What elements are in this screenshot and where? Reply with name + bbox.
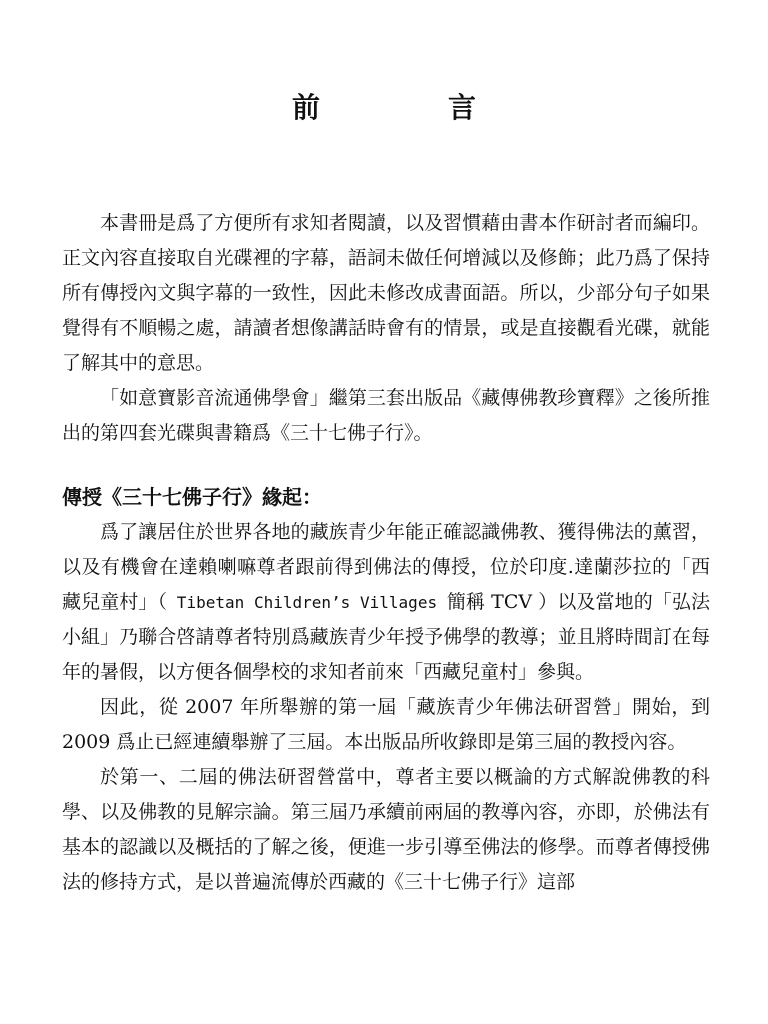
section-paragraph-1: [62, 515, 710, 690]
intro-paragraph-1: 本書冊是爲了方便所有求知者閱讀，以及習慣藉由書本作研討者而編印。正文內容直接取自光碟裡的字幕，語詞未做任何增減以及修飾；此乃爲了保持所有傳授內文與字幕的一致性，因此未修改成書面語。所以，少部分句子如果覺得有不順暢之處，請讀者想像講話時會有的情景，或是直接觀看光碟，就能了解其中的意思。: [62, 212, 710, 374]
section-paragraph-2: 因此，從 2007 年所舉辦的第一屆「藏族青少年佛法研習營」開始，到 2009 爲止已經連續舉辦了三屆。本出版品所收錄即是第三屆的教授內容。: [62, 696, 710, 753]
section-paragraph-3: 於第一、二屆的佛法研習營當中，尊者主要以概論的方式解說佛教的科學、以及佛教的見解宗論。第三屆乃承續前兩屆的教導內容，亦即，於佛法有基本的認識以及概括的了解之後，便進一步引導至佛法的修學。而尊者傳授佛法的修持方式，是以普遍流傳於西藏的《三十七佛子行》這部: [62, 766, 710, 893]
section-heading: 傳授《三十七佛子行》緣起：: [62, 485, 322, 509]
section-paragraph-1-start: 爲了讓居住於世界各地的藏族青少年能正確認識佛教、獲得佛法的薰習，以及有機會在達賴喇嘛尊者跟前得到佛法的傳授，位於印度.達蘭莎拉的「西藏兒童村」（: [62, 521, 710, 613]
english-name: Tibetan Children’s Villages: [167, 593, 447, 612]
origin-section: [62, 480, 710, 900]
intro-paragraph-2: 「如意寶影音流通佛學會」繼第三套出版品《藏傳佛教珍寶釋》之後所推出的第四套光碟與書籍爲《三十七佛子行》。: [62, 387, 710, 444]
intro-section: [62, 206, 710, 451]
page-title: 前 言: [291, 91, 526, 124]
section-paragraph-1-end: 簡稱 TCV ）以及當地的「弘法小組」乃聯合啓請尊者特別爲藏族青少年授予佛學的教導；並且將時間訂在每年的暑假，以方便各個學校的求知者前來「西藏兒童村」參與。: [62, 591, 710, 683]
